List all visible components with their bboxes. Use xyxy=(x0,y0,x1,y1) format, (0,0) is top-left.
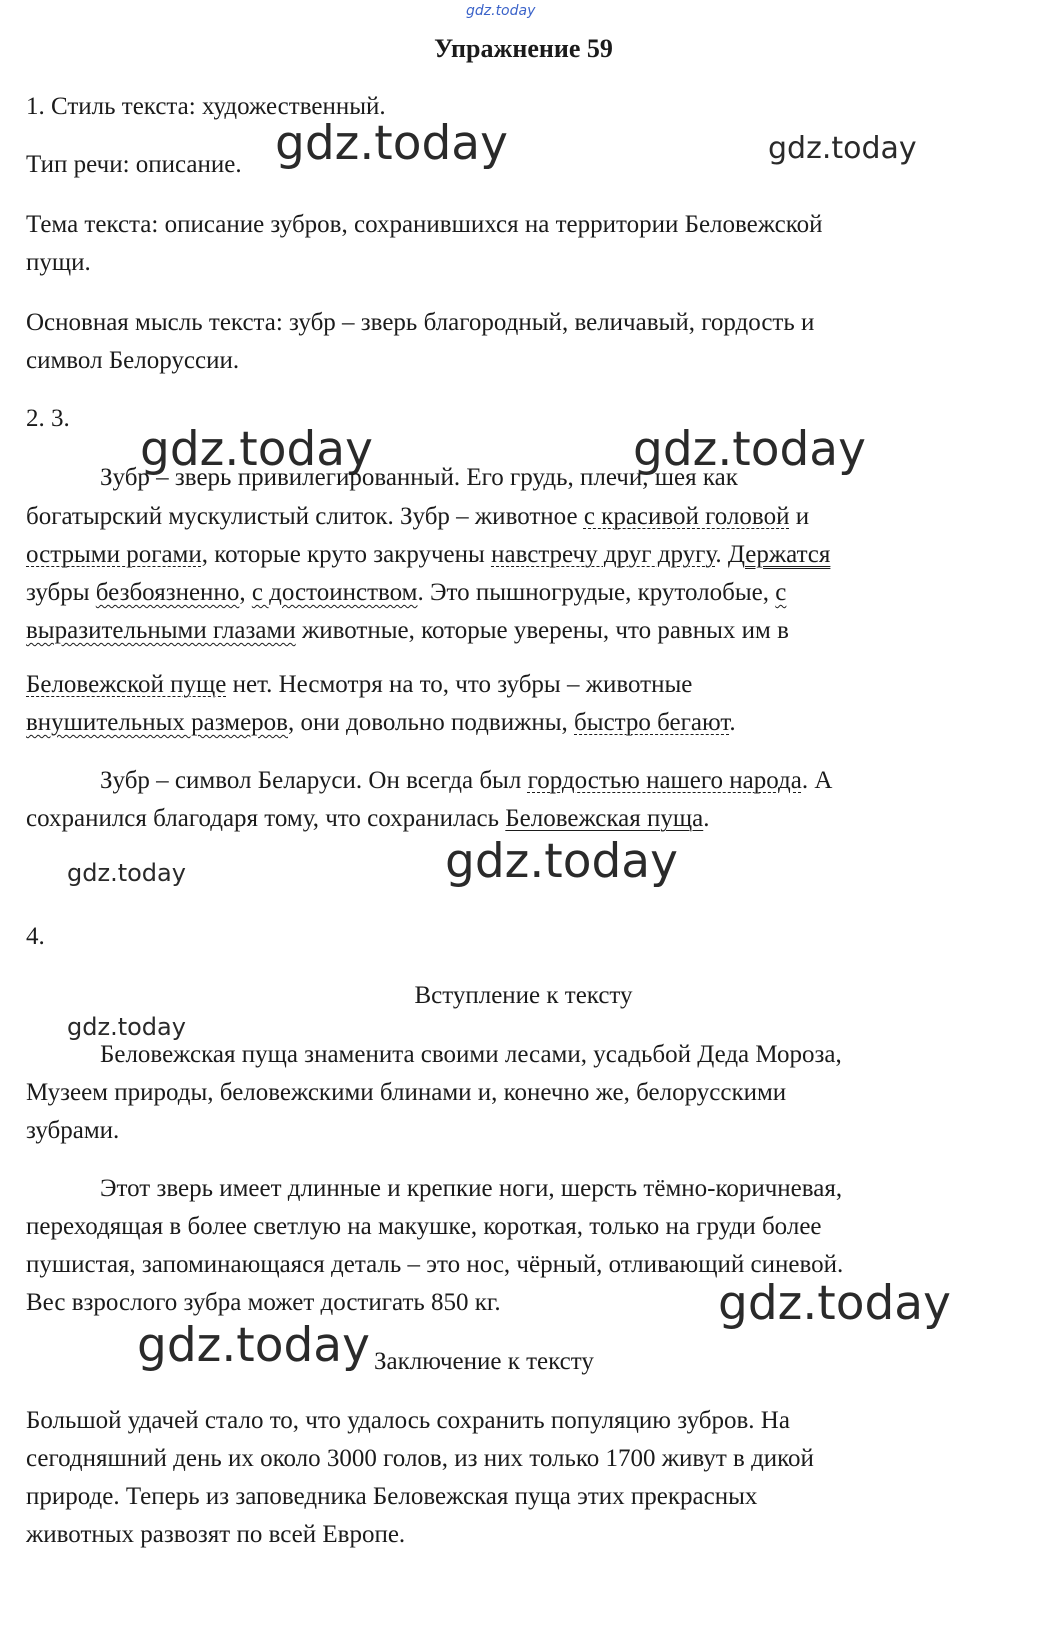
body-line: переходящая в более светлую на макушке, короткая, только на груди более xyxy=(26,1213,822,1240)
bison-text-line xyxy=(26,800,709,838)
text-span: . А xyxy=(801,767,833,794)
bison-text-line xyxy=(100,762,832,800)
watermark: gdz.today xyxy=(275,116,508,171)
underlined-phrase: Держатся xyxy=(727,541,831,568)
text-span: богатырский мускулистый слиток. Зубр – животное xyxy=(26,503,584,530)
underlined-phrase: выразительными глазами xyxy=(26,617,296,644)
conclusion-line: сегодняшний день их около 3000 голов, из них только 1700 живут в дикой xyxy=(26,1445,814,1472)
watermark-top: gdz.today xyxy=(466,3,536,19)
speech-type-line: Тип речи: описание. xyxy=(26,151,242,178)
conclusion-line: природе. Теперь из заповедника Беловежская пуща этих прекрасных xyxy=(26,1483,758,1510)
underlined-phrase: внушительных размеров xyxy=(26,709,288,736)
text-span: Зубр – символ Беларуси. Он всегда был xyxy=(100,767,528,794)
bison-text-line: Зубр – зверь привилегированный. Его грудь, плечи, шея как xyxy=(100,464,738,491)
idea-line-1: Основная мысль текста: зубр – зверь благородный, величавый, гордость и xyxy=(26,309,815,336)
intro-line: Музеем природы, беловежскими блинами и, конечно же, белорусскими xyxy=(26,1079,787,1106)
section-label-4: 4. xyxy=(26,923,45,950)
underlined-phrase: с красивой головой xyxy=(583,503,790,530)
text-span: нет. Несмотря на то, что зубры – животные xyxy=(226,671,693,698)
conclusion-line: животных развозят по всей Европе. xyxy=(26,1521,406,1548)
bison-text-line xyxy=(26,666,692,704)
idea-line-2: символ Белоруссии. xyxy=(26,347,240,374)
text-span: . xyxy=(729,709,736,736)
underlined-phrase: острыми рогами xyxy=(26,541,202,568)
intro-line: зубрами. xyxy=(26,1117,120,1144)
section-label-2-3: 2. 3. xyxy=(26,405,70,432)
text-span: . Это пышногрудые, крутолобые, xyxy=(417,579,776,606)
bison-text-line xyxy=(26,536,830,574)
conclusion-line: Большой удачей стало то, что удалось сохранить популяцию зубров. На xyxy=(26,1407,790,1434)
bison-text-line xyxy=(26,704,736,742)
bison-text-line xyxy=(26,612,789,650)
text-span: зубры xyxy=(26,579,96,606)
text-span: сохранился благодаря тому, что сохранилась xyxy=(26,805,506,832)
bison-text-line xyxy=(26,498,809,536)
text-span: , они довольно подвижны, xyxy=(287,709,575,736)
text-span: животные, которые уверены, что равных им в xyxy=(295,617,789,644)
underlined-phrase: быстро бегают xyxy=(574,709,730,736)
text-span: , xyxy=(239,579,252,606)
text-span: . xyxy=(703,805,710,832)
watermark: gdz.today xyxy=(137,1318,370,1373)
intro-heading: Вступление к тексту xyxy=(414,982,633,1009)
watermark: gdz.today xyxy=(718,1276,951,1331)
page-title: Упражнение 59 xyxy=(434,34,613,63)
watermark: gdz.today xyxy=(768,131,917,166)
watermark-hidden: gdz.today xyxy=(10,1596,129,1624)
bison-text-line xyxy=(26,574,786,612)
underlined-phrase: с xyxy=(775,579,787,606)
watermark: gdz.today xyxy=(67,859,186,887)
theme-line-2: пущи. xyxy=(26,249,91,276)
underlined-phrase: Беловежская пуща xyxy=(505,805,704,832)
watermark: gdz.today xyxy=(67,1013,186,1041)
intro-line: Беловежская пуща знаменита своими лесами, усадьбой Деда Мороза, xyxy=(100,1041,842,1068)
body-line: пушистая, запоминающаяся деталь – это нос, чёрный, отливающий синевой. xyxy=(26,1251,844,1278)
text-span: . xyxy=(715,541,728,568)
text-style-line: 1. Стиль текста: художественный. xyxy=(26,93,386,120)
watermark: gdz.today xyxy=(445,834,678,889)
text-span: , которые круто закручены xyxy=(201,541,492,568)
underlined-phrase: безбоязненно xyxy=(95,579,240,606)
underlined-phrase: гордостью нашего народа xyxy=(527,767,802,794)
watermark: gdz.today xyxy=(633,422,866,477)
body-line: Вес взрослого зубра может достигать 850 кг. xyxy=(26,1289,501,1316)
text-span: и xyxy=(789,503,810,530)
conclusion-heading: Заключение к тексту xyxy=(374,1348,594,1375)
underlined-phrase: Беловежской пуще xyxy=(26,671,227,698)
watermark: gdz.today xyxy=(140,422,373,477)
underlined-phrase: навстречу друг другу xyxy=(491,541,716,568)
body-line: Этот зверь имеет длинные и крепкие ноги, шерсть тёмно-коричневая, xyxy=(100,1175,843,1202)
underlined-phrase: с достоинством xyxy=(251,579,418,606)
theme-line-1: Тема текста: описание зубров, сохранившихся на территории Беловежской xyxy=(26,211,823,238)
